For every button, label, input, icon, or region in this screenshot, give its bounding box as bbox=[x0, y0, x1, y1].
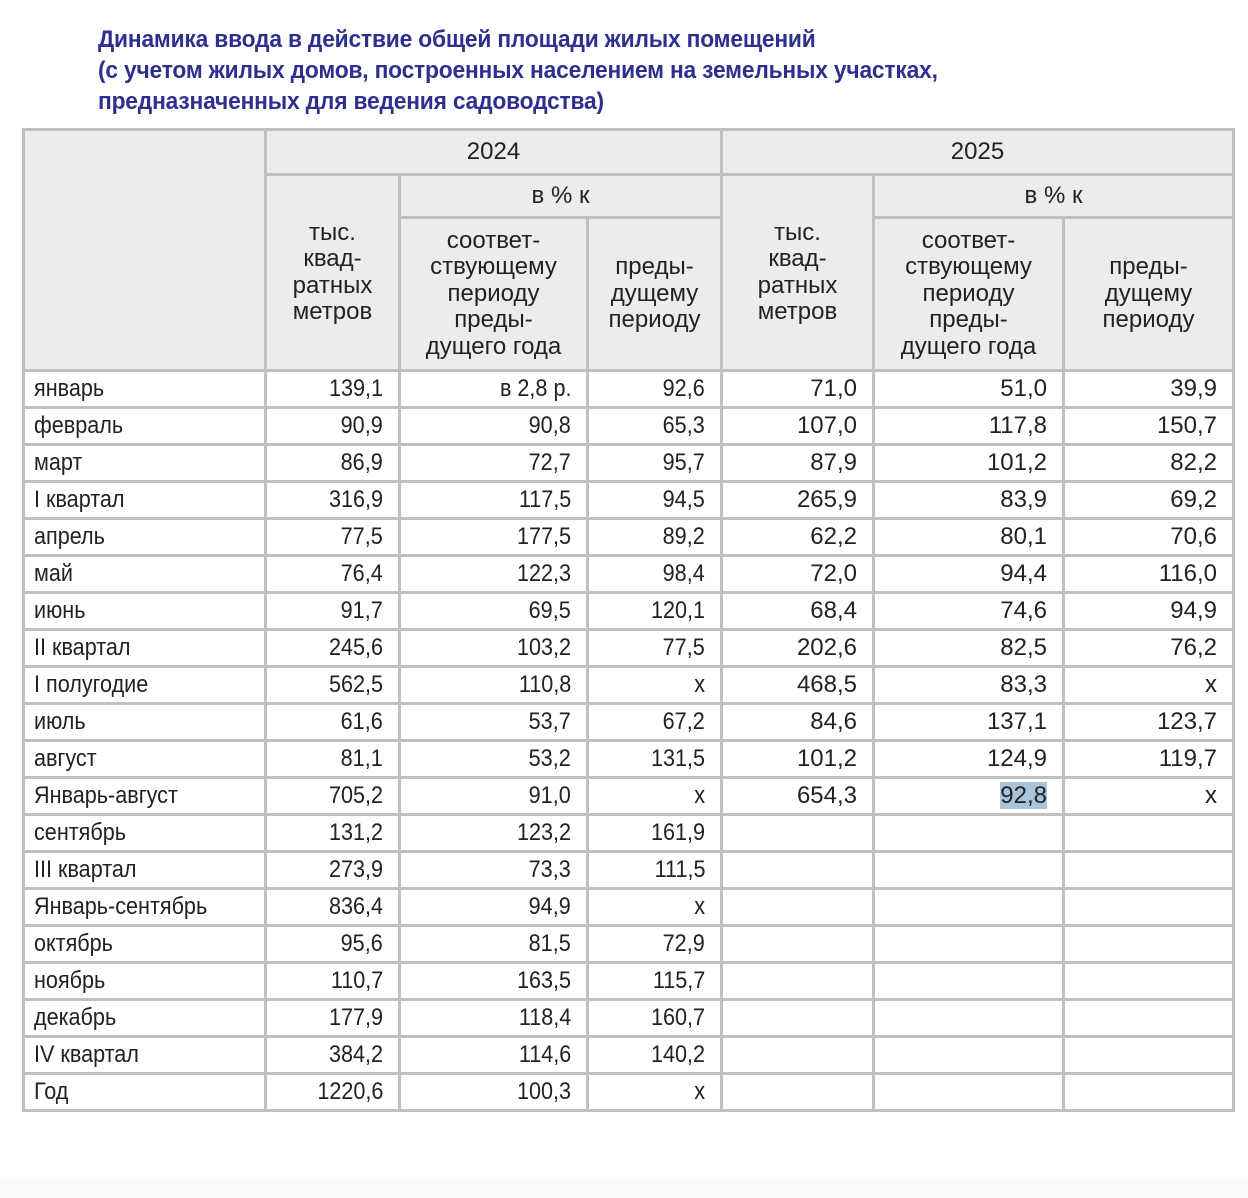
cell-value: 67,2 bbox=[662, 708, 705, 735]
cell-value: 81,5 bbox=[528, 930, 571, 957]
cell-y2024-prev-period-pct[interactable] bbox=[588, 704, 722, 741]
cell-value: 87,9 bbox=[810, 449, 857, 476]
cell-value: 103,2 bbox=[516, 634, 571, 661]
table-row bbox=[24, 889, 1234, 926]
row-label bbox=[24, 408, 266, 445]
page-footer-band bbox=[0, 1178, 1248, 1198]
cell-y2024-prev-period-pct[interactable] bbox=[588, 445, 722, 482]
cell-value: 80,1 bbox=[1000, 523, 1047, 550]
cell-value: 95,7 bbox=[662, 449, 705, 476]
cell-y2024-sqm[interactable] bbox=[266, 371, 400, 408]
row-label bbox=[24, 815, 266, 852]
cell-value: 161,9 bbox=[650, 819, 705, 846]
cell-y2024-prev-period-pct[interactable] bbox=[588, 593, 722, 630]
table-row bbox=[24, 741, 1234, 778]
cell-value: 82,5 bbox=[1000, 634, 1047, 661]
cell-value: x bbox=[694, 893, 705, 920]
cell-value: 74,6 bbox=[1000, 597, 1047, 624]
housing-data-table bbox=[22, 128, 1235, 1112]
cell-y2025-prev-period-pct[interactable] bbox=[1064, 556, 1234, 593]
cell-value: в 2,8 р. bbox=[499, 375, 571, 402]
row-label bbox=[24, 852, 266, 889]
row-label bbox=[24, 1074, 266, 1111]
table-row bbox=[24, 667, 1234, 704]
cell-y2024-same-period-pct[interactable] bbox=[400, 519, 588, 556]
row-label bbox=[24, 926, 266, 963]
cell-y2024-prev-period-pct[interactable] bbox=[588, 778, 722, 815]
cell-value: 68,4 bbox=[810, 597, 857, 624]
cell-value: 69,2 bbox=[1170, 486, 1217, 513]
cell-y2024-sqm[interactable] bbox=[266, 1037, 400, 1074]
cell-y2025-same-period-pct[interactable] bbox=[874, 482, 1064, 519]
cell-y2025-same-period-pct[interactable] bbox=[874, 408, 1064, 445]
cell-y2025-same-period-pct[interactable] bbox=[874, 519, 1064, 556]
cell-y2024-prev-period-pct[interactable] bbox=[588, 556, 722, 593]
cell-value: 92,6 bbox=[662, 375, 705, 402]
cell-value: x bbox=[1205, 671, 1217, 698]
cell-y2024-prev-period-pct[interactable] bbox=[588, 926, 722, 963]
cell-value: 115,7 bbox=[652, 967, 705, 994]
cell-y2024-sqm[interactable] bbox=[266, 667, 400, 704]
row-label bbox=[24, 741, 266, 778]
header-prev-period-2025: преды-дущему периоду bbox=[1064, 218, 1234, 371]
cell-y2024-prev-period-pct[interactable] bbox=[588, 963, 722, 1000]
cell-y2024-prev-period-pct[interactable] bbox=[588, 1037, 722, 1074]
header-same-period-2025: соответ-ствующему периоду преды-дущего года bbox=[874, 218, 1064, 371]
table-row bbox=[24, 371, 1234, 408]
cell-value: 70,6 bbox=[1170, 523, 1217, 550]
cell-value: 705,2 bbox=[328, 782, 383, 809]
table-row bbox=[24, 482, 1234, 519]
cell-y2024-same-period-pct[interactable] bbox=[400, 630, 588, 667]
selected-cell-value: 92,8 bbox=[1000, 782, 1047, 809]
row-label-text: Январь-август bbox=[34, 782, 178, 809]
cell-y2024-prev-period-pct[interactable] bbox=[588, 519, 722, 556]
cell-value: 101,2 bbox=[986, 449, 1047, 476]
header-pct-2025: в % к bbox=[874, 175, 1234, 218]
cell-y2025-same-period-pct[interactable] bbox=[874, 630, 1064, 667]
cell-y2025-prev-period-pct[interactable] bbox=[1064, 667, 1234, 704]
table-row bbox=[24, 963, 1234, 1000]
cell-y2024-sqm[interactable] bbox=[266, 445, 400, 482]
cell-value: 94,9 bbox=[1170, 597, 1217, 624]
cell-y2025-sqm[interactable] bbox=[722, 889, 874, 926]
cell-y2025-sqm[interactable] bbox=[722, 1037, 874, 1074]
row-label-text: Январь-сентябрь bbox=[34, 893, 208, 920]
row-label-text: август bbox=[34, 745, 97, 772]
header-year-2024: 2024 bbox=[266, 130, 722, 175]
cell-y2024-sqm[interactable] bbox=[266, 593, 400, 630]
row-label-text: январь bbox=[34, 375, 105, 402]
cell-y2025-prev-period-pct[interactable] bbox=[1064, 482, 1234, 519]
cell-y2025-sqm[interactable] bbox=[722, 445, 874, 482]
cell-value: 150,7 bbox=[1156, 412, 1217, 439]
cell-value: 39,9 bbox=[1170, 375, 1217, 402]
table-row bbox=[24, 1037, 1234, 1074]
header-corner bbox=[24, 130, 266, 371]
cell-y2025-sqm[interactable] bbox=[722, 408, 874, 445]
cell-value: 654,3 bbox=[796, 782, 857, 809]
cell-y2024-same-period-pct[interactable] bbox=[400, 741, 588, 778]
row-label-text: ноябрь bbox=[34, 967, 106, 994]
cell-value: 120,1 bbox=[650, 597, 705, 624]
cell-y2024-same-period-pct[interactable] bbox=[400, 482, 588, 519]
cell-y2024-prev-period-pct[interactable] bbox=[588, 630, 722, 667]
cell-value: 77,5 bbox=[662, 634, 705, 661]
cell-y2025-sqm[interactable] bbox=[722, 556, 874, 593]
cell-y2025-sqm[interactable] bbox=[722, 852, 874, 889]
cell-value: 245,6 bbox=[328, 634, 383, 661]
cell-value: 118,4 bbox=[518, 1004, 571, 1031]
row-label-text: март bbox=[34, 449, 83, 476]
cell-y2025-prev-period-pct[interactable] bbox=[1064, 815, 1234, 852]
cell-value: 110,7 bbox=[330, 967, 383, 994]
cell-y2025-prev-period-pct[interactable] bbox=[1064, 371, 1234, 408]
cell-value: 562,5 bbox=[328, 671, 383, 698]
cell-y2024-sqm[interactable] bbox=[266, 889, 400, 926]
title-line-3: предназначенных для ведения садоводства) bbox=[98, 88, 604, 115]
row-label-text: Год bbox=[34, 1078, 69, 1105]
table-body bbox=[24, 371, 1234, 1111]
table-row bbox=[24, 408, 1234, 445]
table-row bbox=[24, 1000, 1234, 1037]
cell-value: 91,7 bbox=[340, 597, 383, 624]
cell-y2024-same-period-pct[interactable] bbox=[400, 704, 588, 741]
row-label bbox=[24, 1037, 266, 1074]
cell-y2025-same-period-pct[interactable] bbox=[874, 963, 1064, 1000]
cell-value: 83,3 bbox=[1000, 671, 1047, 698]
cell-y2024-prev-period-pct[interactable] bbox=[588, 482, 722, 519]
table-row bbox=[24, 630, 1234, 667]
cell-y2024-same-period-pct[interactable] bbox=[400, 1074, 588, 1111]
cell-y2025-same-period-pct[interactable] bbox=[874, 1037, 1064, 1074]
cell-y2024-prev-period-pct[interactable] bbox=[588, 1074, 722, 1111]
table-row bbox=[24, 1074, 1234, 1111]
cell-y2024-same-period-pct[interactable] bbox=[400, 1037, 588, 1074]
cell-y2024-sqm[interactable] bbox=[266, 778, 400, 815]
row-label bbox=[24, 778, 266, 815]
cell-y2025-prev-period-pct[interactable] bbox=[1064, 445, 1234, 482]
cell-value: 273,9 bbox=[328, 856, 383, 883]
cell-y2025-same-period-pct[interactable] bbox=[874, 704, 1064, 741]
row-label-text: июнь bbox=[34, 597, 86, 624]
cell-value: 94,5 bbox=[662, 486, 705, 513]
cell-y2025-prev-period-pct[interactable] bbox=[1064, 926, 1234, 963]
cell-y2024-prev-period-pct[interactable] bbox=[588, 1000, 722, 1037]
row-label-text: октябрь bbox=[34, 930, 113, 957]
cell-y2025-same-period-pct[interactable] bbox=[874, 815, 1064, 852]
cell-y2024-sqm[interactable] bbox=[266, 630, 400, 667]
cell-value: 836,4 bbox=[328, 893, 383, 920]
cell-y2025-sqm[interactable] bbox=[722, 1074, 874, 1111]
cell-y2024-same-period-pct[interactable] bbox=[400, 667, 588, 704]
cell-y2025-sqm[interactable] bbox=[722, 815, 874, 852]
cell-y2025-sqm[interactable] bbox=[722, 519, 874, 556]
cell-y2024-sqm[interactable] bbox=[266, 963, 400, 1000]
cell-value: 84,6 bbox=[810, 708, 857, 735]
cell-y2025-sqm[interactable] bbox=[722, 778, 874, 815]
cell-y2025-same-period-pct[interactable] bbox=[874, 556, 1064, 593]
row-label-text: июль bbox=[34, 708, 86, 735]
cell-y2025-prev-period-pct[interactable] bbox=[1064, 963, 1234, 1000]
row-label bbox=[24, 519, 266, 556]
cell-y2025-sqm[interactable] bbox=[722, 963, 874, 1000]
row-label bbox=[24, 1000, 266, 1037]
header-sqm-2025: тыс. квад-ратных метров bbox=[722, 175, 874, 371]
row-label bbox=[24, 371, 266, 408]
cell-y2024-same-period-pct[interactable] bbox=[400, 445, 588, 482]
cell-value: 137,1 bbox=[986, 708, 1047, 735]
table-row bbox=[24, 852, 1234, 889]
cell-y2025-same-period-pct[interactable] bbox=[874, 741, 1064, 778]
cell-y2025-prev-period-pct[interactable] bbox=[1064, 408, 1234, 445]
cell-value: 76,2 bbox=[1170, 634, 1217, 661]
cell-y2025-sqm[interactable] bbox=[722, 926, 874, 963]
cell-y2024-sqm[interactable] bbox=[266, 926, 400, 963]
cell-y2025-prev-period-pct[interactable] bbox=[1064, 1074, 1234, 1111]
cell-value: 177,9 bbox=[328, 1004, 383, 1031]
cell-y2025-prev-period-pct[interactable] bbox=[1064, 1037, 1234, 1074]
cell-y2024-prev-period-pct[interactable] bbox=[588, 667, 722, 704]
cell-y2025-same-period-pct[interactable] bbox=[874, 889, 1064, 926]
cell-value: 131,2 bbox=[328, 819, 383, 846]
cell-value: 468,5 bbox=[796, 671, 857, 698]
cell-y2025-same-period-pct[interactable] bbox=[874, 371, 1064, 408]
cell-value: 82,2 bbox=[1170, 449, 1217, 476]
cell-value: 177,5 bbox=[516, 523, 571, 550]
cell-y2025-prev-period-pct[interactable] bbox=[1064, 889, 1234, 926]
cell-y2024-sqm[interactable] bbox=[266, 852, 400, 889]
cell-value: 90,8 bbox=[528, 412, 571, 439]
cell-y2025-prev-period-pct[interactable] bbox=[1064, 778, 1234, 815]
cell-y2025-sqm[interactable] bbox=[722, 741, 874, 778]
table-row bbox=[24, 926, 1234, 963]
cell-y2024-same-period-pct[interactable] bbox=[400, 778, 588, 815]
cell-value: 69,5 bbox=[528, 597, 571, 624]
cell-value: 71,0 bbox=[810, 375, 857, 402]
cell-y2025-prev-period-pct[interactable] bbox=[1064, 1000, 1234, 1037]
cell-y2024-sqm[interactable] bbox=[266, 815, 400, 852]
cell-y2024-prev-period-pct[interactable] bbox=[588, 852, 722, 889]
row-label bbox=[24, 704, 266, 741]
cell-value: 114,6 bbox=[518, 1041, 571, 1068]
cell-value: 131,5 bbox=[650, 745, 705, 772]
cell-y2024-prev-period-pct[interactable] bbox=[588, 815, 722, 852]
cell-y2024-same-period-pct[interactable] bbox=[400, 889, 588, 926]
cell-value: 163,5 bbox=[516, 967, 571, 994]
table-row bbox=[24, 593, 1234, 630]
cell-y2025-sqm[interactable] bbox=[722, 1000, 874, 1037]
cell-value: 202,6 bbox=[796, 634, 857, 661]
cell-value: x bbox=[694, 1078, 705, 1105]
cell-value: 98,4 bbox=[662, 560, 705, 587]
table-row bbox=[24, 704, 1234, 741]
cell-y2025-same-period-pct[interactable] bbox=[874, 926, 1064, 963]
table-row bbox=[24, 556, 1234, 593]
cell-y2025-prev-period-pct[interactable] bbox=[1064, 852, 1234, 889]
header-year-2025: 2025 bbox=[722, 130, 1234, 175]
cell-y2024-prev-period-pct[interactable] bbox=[588, 408, 722, 445]
cell-y2024-sqm[interactable] bbox=[266, 1074, 400, 1111]
cell-y2024-same-period-pct[interactable] bbox=[400, 1000, 588, 1037]
cell-y2024-prev-period-pct[interactable] bbox=[588, 371, 722, 408]
cell-y2024-sqm[interactable] bbox=[266, 482, 400, 519]
cell-y2025-prev-period-pct[interactable] bbox=[1064, 630, 1234, 667]
row-label bbox=[24, 556, 266, 593]
cell-y2024-same-period-pct[interactable] bbox=[400, 852, 588, 889]
header-prev-period-2024: преды-дущему периоду bbox=[588, 218, 722, 371]
cell-y2025-same-period-pct[interactable] bbox=[874, 445, 1064, 482]
cell-value: 139,1 bbox=[328, 375, 383, 402]
cell-value: 101,2 bbox=[796, 745, 857, 772]
table-row bbox=[24, 778, 1234, 815]
row-label-text: I квартал bbox=[34, 486, 125, 513]
row-label-text: IV квартал bbox=[34, 1041, 139, 1068]
table-row bbox=[24, 815, 1234, 852]
cell-value: 65,3 bbox=[662, 412, 705, 439]
cell-value: 117,8 bbox=[988, 412, 1047, 439]
cell-y2024-sqm[interactable] bbox=[266, 704, 400, 741]
row-label bbox=[24, 593, 266, 630]
cell-value: 122,3 bbox=[516, 560, 571, 587]
cell-y2025-same-period-pct[interactable] bbox=[874, 1000, 1064, 1037]
cell-y2025-sqm[interactable] bbox=[722, 704, 874, 741]
cell-y2024-same-period-pct[interactable] bbox=[400, 593, 588, 630]
cell-y2025-prev-period-pct[interactable] bbox=[1064, 741, 1234, 778]
cell-value: 316,9 bbox=[328, 486, 383, 513]
cell-value: 73,3 bbox=[528, 856, 571, 883]
row-label-text: сентябрь bbox=[34, 819, 126, 846]
cell-value: 95,6 bbox=[340, 930, 383, 957]
cell-value: 91,0 bbox=[528, 782, 571, 809]
cell-value: 123,7 bbox=[1156, 708, 1217, 735]
cell-y2025-same-period-pct[interactable] bbox=[874, 593, 1064, 630]
cell-y2025-same-period-pct[interactable] bbox=[874, 852, 1064, 889]
cell-y2024-same-period-pct[interactable] bbox=[400, 408, 588, 445]
cell-value: 94,4 bbox=[1000, 560, 1047, 587]
cell-y2024-same-period-pct[interactable] bbox=[400, 556, 588, 593]
cell-value: x bbox=[694, 671, 705, 698]
cell-value: 81,1 bbox=[340, 745, 383, 772]
cell-value: 160,7 bbox=[650, 1004, 705, 1031]
cell-value: 51,0 bbox=[1000, 375, 1047, 402]
cell-y2024-same-period-pct[interactable] bbox=[400, 926, 588, 963]
cell-value: 62,2 bbox=[810, 523, 857, 550]
cell-value: 72,7 bbox=[528, 449, 571, 476]
cell-y2025-sqm[interactable] bbox=[722, 482, 874, 519]
header-same-period-2024: соответ-ствующему периоду преды-дущего года bbox=[400, 218, 588, 371]
row-label bbox=[24, 963, 266, 1000]
cell-y2025-prev-period-pct[interactable] bbox=[1064, 704, 1234, 741]
cell-y2024-prev-period-pct[interactable] bbox=[588, 889, 722, 926]
row-label-text: апрель bbox=[34, 523, 105, 550]
cell-y2025-sqm[interactable] bbox=[722, 371, 874, 408]
cell-value: 61,6 bbox=[340, 708, 383, 735]
row-label-text: II квартал bbox=[34, 634, 131, 661]
cell-value: 72,9 bbox=[662, 930, 705, 957]
cell-y2025-same-period-pct[interactable] bbox=[874, 1074, 1064, 1111]
cell-y2025-sqm[interactable] bbox=[722, 667, 874, 704]
cell-value: 1220,6 bbox=[316, 1078, 383, 1105]
cell-value: 53,2 bbox=[528, 745, 571, 772]
cell-value: 90,9 bbox=[340, 412, 383, 439]
cell-value: 86,9 bbox=[340, 449, 383, 476]
row-label bbox=[24, 445, 266, 482]
table-row bbox=[24, 445, 1234, 482]
table-row bbox=[24, 519, 1234, 556]
cell-value: 100,3 bbox=[516, 1078, 571, 1105]
row-label bbox=[24, 667, 266, 704]
cell-y2025-sqm[interactable] bbox=[722, 593, 874, 630]
cell-value: x bbox=[1205, 782, 1217, 809]
cell-y2024-sqm[interactable] bbox=[266, 519, 400, 556]
row-label bbox=[24, 889, 266, 926]
cell-value: 53,7 bbox=[528, 708, 571, 735]
cell-value: 94,9 bbox=[528, 893, 571, 920]
cell-value: 83,9 bbox=[1000, 486, 1047, 513]
row-label-text: май bbox=[34, 560, 73, 587]
cell-y2024-sqm[interactable] bbox=[266, 741, 400, 778]
cell-value: 77,5 bbox=[340, 523, 383, 550]
cell-value: x bbox=[694, 782, 705, 809]
page-title bbox=[98, 24, 938, 117]
cell-y2024-prev-period-pct[interactable] bbox=[588, 741, 722, 778]
cell-y2025-same-period-pct[interactable] bbox=[874, 667, 1064, 704]
cell-y2025-prev-period-pct[interactable] bbox=[1064, 593, 1234, 630]
row-label-text: февраль bbox=[34, 412, 124, 439]
cell-y2024-same-period-pct[interactable] bbox=[400, 815, 588, 852]
cell-y2025-same-period-pct[interactable] bbox=[874, 778, 1064, 815]
row-label-text: декабрь bbox=[34, 1004, 117, 1031]
header-pct-2024: в % к bbox=[400, 175, 722, 218]
cell-y2024-sqm[interactable] bbox=[266, 556, 400, 593]
cell-value: 123,2 bbox=[516, 819, 571, 846]
cell-value: 110,8 bbox=[518, 671, 571, 698]
cell-value: 89,2 bbox=[662, 523, 705, 550]
cell-y2024-same-period-pct[interactable] bbox=[400, 371, 588, 408]
title-line-2: (с учетом жилых домов, построенных населением на земельных участках, bbox=[98, 57, 938, 84]
row-label bbox=[24, 630, 266, 667]
row-label-text: III квартал bbox=[34, 856, 137, 883]
cell-y2024-sqm[interactable] bbox=[266, 408, 400, 445]
title-line-1: Динамика ввода в действие общей площади жилых помещений bbox=[98, 26, 816, 53]
cell-y2024-same-period-pct[interactable] bbox=[400, 963, 588, 1000]
header-sqm-2024: тыс. квад-ратных метров bbox=[266, 175, 400, 371]
cell-y2024-sqm[interactable] bbox=[266, 1000, 400, 1037]
row-label bbox=[24, 482, 266, 519]
cell-value: 119,7 bbox=[1158, 745, 1217, 772]
cell-value: 107,0 bbox=[796, 412, 857, 439]
row-label-text: I полугодие bbox=[34, 671, 149, 698]
cell-value: 384,2 bbox=[328, 1041, 383, 1068]
cell-value: 76,4 bbox=[340, 560, 383, 587]
cell-value: 124,9 bbox=[986, 745, 1047, 772]
cell-y2025-sqm[interactable] bbox=[722, 630, 874, 667]
cell-value: 72,0 bbox=[810, 560, 857, 587]
cell-value: 140,2 bbox=[650, 1041, 705, 1068]
cell-value: 117,5 bbox=[518, 486, 571, 513]
cell-value: 111,5 bbox=[654, 856, 705, 883]
cell-value: 265,9 bbox=[796, 486, 857, 513]
cell-value: 116,0 bbox=[1158, 560, 1217, 587]
cell-y2025-prev-period-pct[interactable] bbox=[1064, 519, 1234, 556]
